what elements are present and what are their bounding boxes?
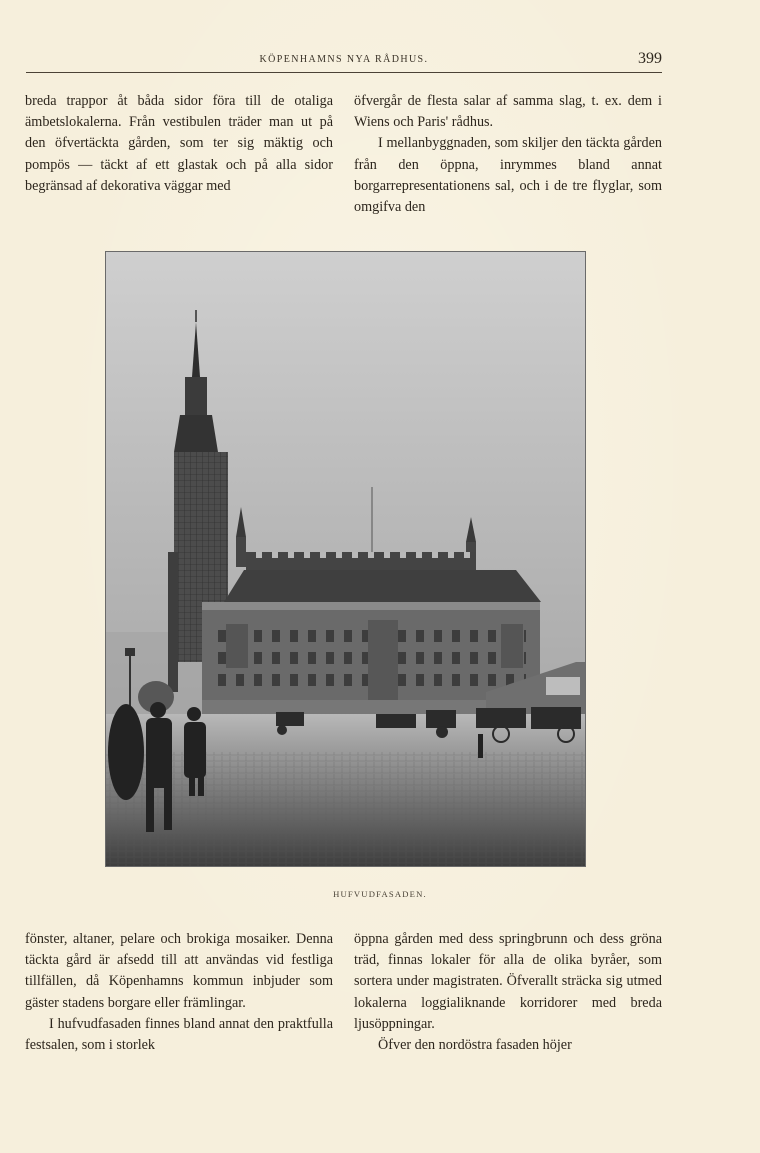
paragraph: öppna gården med dess springbrunn och dess gröna träd, finnas lokaler för alla de olika byråer, som sortera under magistraten. Öfverallt sträcka sig utmed lokalerna loggialiknande korridorer med breda ljusöppningar. [354,931,662,1032]
text-column-top-left [25,91,333,197]
city-hall-photograph [105,251,586,867]
paragraph: Öfver den nordöstra fasaden höjer [378,1037,572,1054]
paragraph: I mellanbyggnaden, som skiljer den täckta gården från den öppna, inrymmes bland annat borgarrepresentationens sal, och i de tre flyglar, som omgifva den [354,135,662,216]
paragraph: fönster, altaner, pelare och brokiga mosaiker. Denna täckta gård är afsedd till att användas vid festliga tillfällen, då Köpenhamns kommun inbjuder som gäster stadens borgare eller främlingar. [25,931,333,1011]
text-column-bottom-right [354,929,662,1056]
paragraph: breda trappor åt båda sidor föra till de otaliga ämbetslokalerna. Från vestibulen träder man ut på den öfvertäckta gården, som ter sig mäktig och pompös — täckt af ett glastak och på alla sidor begränsad af dekorativa väggar med [25,93,333,194]
page-header [26,46,662,73]
paragraph: öfvergår de flesta salar af samma slag, t. ex. dem i Wiens och Paris' rådhus. [354,93,662,131]
paragraph: I hufvudfasaden finnes bland annat den praktfulla festsalen, som i storlek [25,1015,333,1054]
text-column-top-right [354,91,662,218]
figure-caption: HUFVUDFASADEN. [333,889,427,899]
text-column-bottom-left [25,929,333,1056]
running-title: KÖPENHAMNS NYA RÅDHUS. [259,54,429,65]
page-number: 399 [638,50,662,67]
